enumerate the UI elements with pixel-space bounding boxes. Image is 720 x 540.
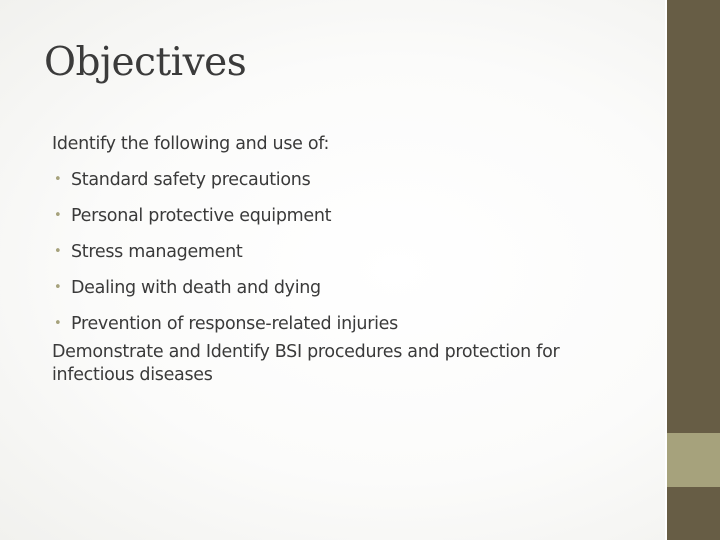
sidebar-bottom-block (667, 487, 720, 540)
list-item (52, 241, 642, 263)
slide-body (52, 133, 642, 387)
list-item (52, 205, 642, 227)
list-item (52, 277, 642, 299)
bullet-icon: • (54, 208, 62, 223)
slide-title: Objectives (44, 40, 247, 85)
sidebar-accent-block (667, 433, 720, 487)
list-item (52, 313, 642, 335)
list-item-text: Standard safety precautions (71, 170, 311, 190)
bullet-icon: • (54, 316, 62, 331)
list-item-text: Personal protective equipment (71, 206, 332, 226)
list-item (52, 169, 642, 191)
objectives-list (52, 169, 642, 335)
list-item-text: Dealing with death and dying (71, 278, 321, 298)
bullet-icon: • (54, 280, 62, 295)
outro-text: Demonstrate and Identify BSI procedures and protection for infectious diseases (52, 342, 560, 385)
list-item-text: Prevention of response-related injuries (71, 314, 398, 334)
sidebar-top-block (667, 0, 720, 433)
list-item-text: Stress management (71, 242, 243, 262)
bullet-icon: • (54, 244, 62, 259)
decorative-sidebar (665, 0, 720, 540)
bullet-icon: • (54, 172, 62, 187)
intro-text: Identify the following and use of: (52, 134, 330, 154)
